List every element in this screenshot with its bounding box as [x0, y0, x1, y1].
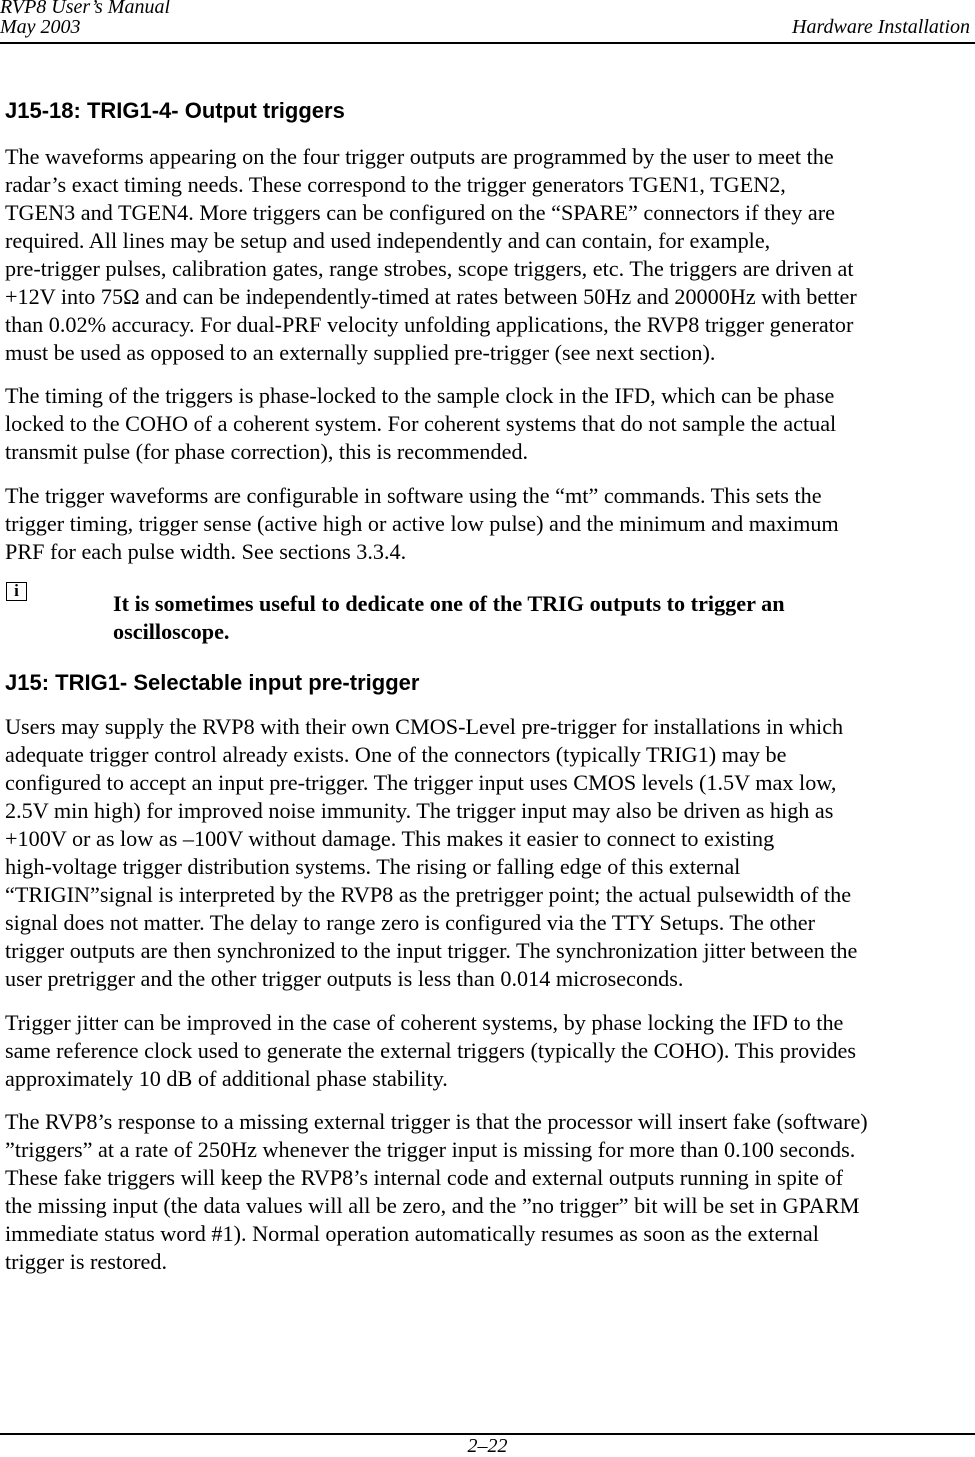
paragraph-waveform-config: The trigger waveforms are configurable in software using the “mt” commands. This sets the trigger timing, trigger sense (active high or active low pulse) and the minimum and maximum PRF for each pulse width. See sections 3.3.4.	[5, 483, 839, 564]
header-date: May 2003	[0, 16, 81, 38]
paragraph-missing-trigger: The RVP8’s response to a missing external trigger is that the processor will insert fake (software) ”triggers” at a rate of 250Hz whenever the trigger input is missing for more than 0.100 seconds. These fake triggers will keep the RVP8’s internal code and external outputs running in spite of the missing input (the data values will all be zero, and the ”no trigger” bit will be set in GPARM immediate status word #1). Normal operation automatically resumes as soon as the external trigger is restored.	[5, 1109, 868, 1274]
page-number: 2–22	[467, 1435, 508, 1457]
paragraph-timing: The timing of the triggers is phase-locked to the sample clock in the IFD, which can be phase locked to the COHO of a coherent system. For coherent systems that do not sample the actual transmit pulse (for phase correction), this is recommended.	[5, 383, 837, 464]
section-heading-output-triggers: J15-18: TRIG1-4- Output triggers	[5, 98, 345, 123]
paragraph-waveforms: The waveforms appearing on the four trigger outputs are programmed by the user to meet the radar’s exact timing needs. These correspond to the trigger generators TGEN1, TGEN2, TGEN3 and TGEN4. More triggers can be configured on the “SPARE” connectors if they are required. All lines may be setup and used independently and can contain, for example, pre-trigger pulses, calibration gates, range strobes, scope triggers, etc. The triggers are driven at +12V into 75Ω and can be independently-timed at rates between 50Hz and 20000Hz with better than 0.02% accuracy. For dual-PRF velocity unfolding applications, the RVP8 trigger generator must be used as opposed to an externally supplied pre-trigger (see next section).	[5, 144, 857, 365]
header-rule	[0, 42, 975, 44]
paragraph-trigger-jitter: Trigger jitter can be improved in the case of coherent systems, by phase locking the IFD to the same reference clock used to generate the external triggers (typically the COHO). This provides approximately 10 dB of additional phase stability.	[5, 1010, 857, 1091]
section-heading-input-pretrigger: J15: TRIG1- Selectable input pre-trigger	[5, 670, 420, 695]
paragraph-cmos-pretrigger: Users may supply the RVP8 with their own CMOS-Level pre-trigger for installations in which adequate trigger control already exists. One of the connectors (typically TRIG1) may be configured to accept an input pre-trigger. The trigger input uses CMOS levels (1.5V max low, 2.5V min high) for improved noise immunity. The trigger input may also be driven as high as +100V or as low as –100V without damage. This makes it easier to connect to existing high-voltage trigger distribution systems. The rising or falling edge of this external “TRIGIN”signal is interpreted by the RVP8 as the pretrigger point; the actual pulsewidth of the signal does not matter. The delay to range zero is configured via the TTY Setups. The other trigger outputs are then synchronized to the input trigger. The synchronization jitter between the user pretrigger and the other trigger outputs is less than 0.014 microseconds.	[5, 714, 858, 991]
section-title: Hardware Installation	[792, 16, 970, 38]
info-icon: i	[6, 582, 27, 601]
manual-title: RVP8 User’s Manual	[0, 0, 170, 18]
note-text: It is sometimes useful to dedicate one of the TRIG outputs to trigger an oscilloscope.	[113, 591, 785, 644]
page-header	[0, 0, 975, 46]
